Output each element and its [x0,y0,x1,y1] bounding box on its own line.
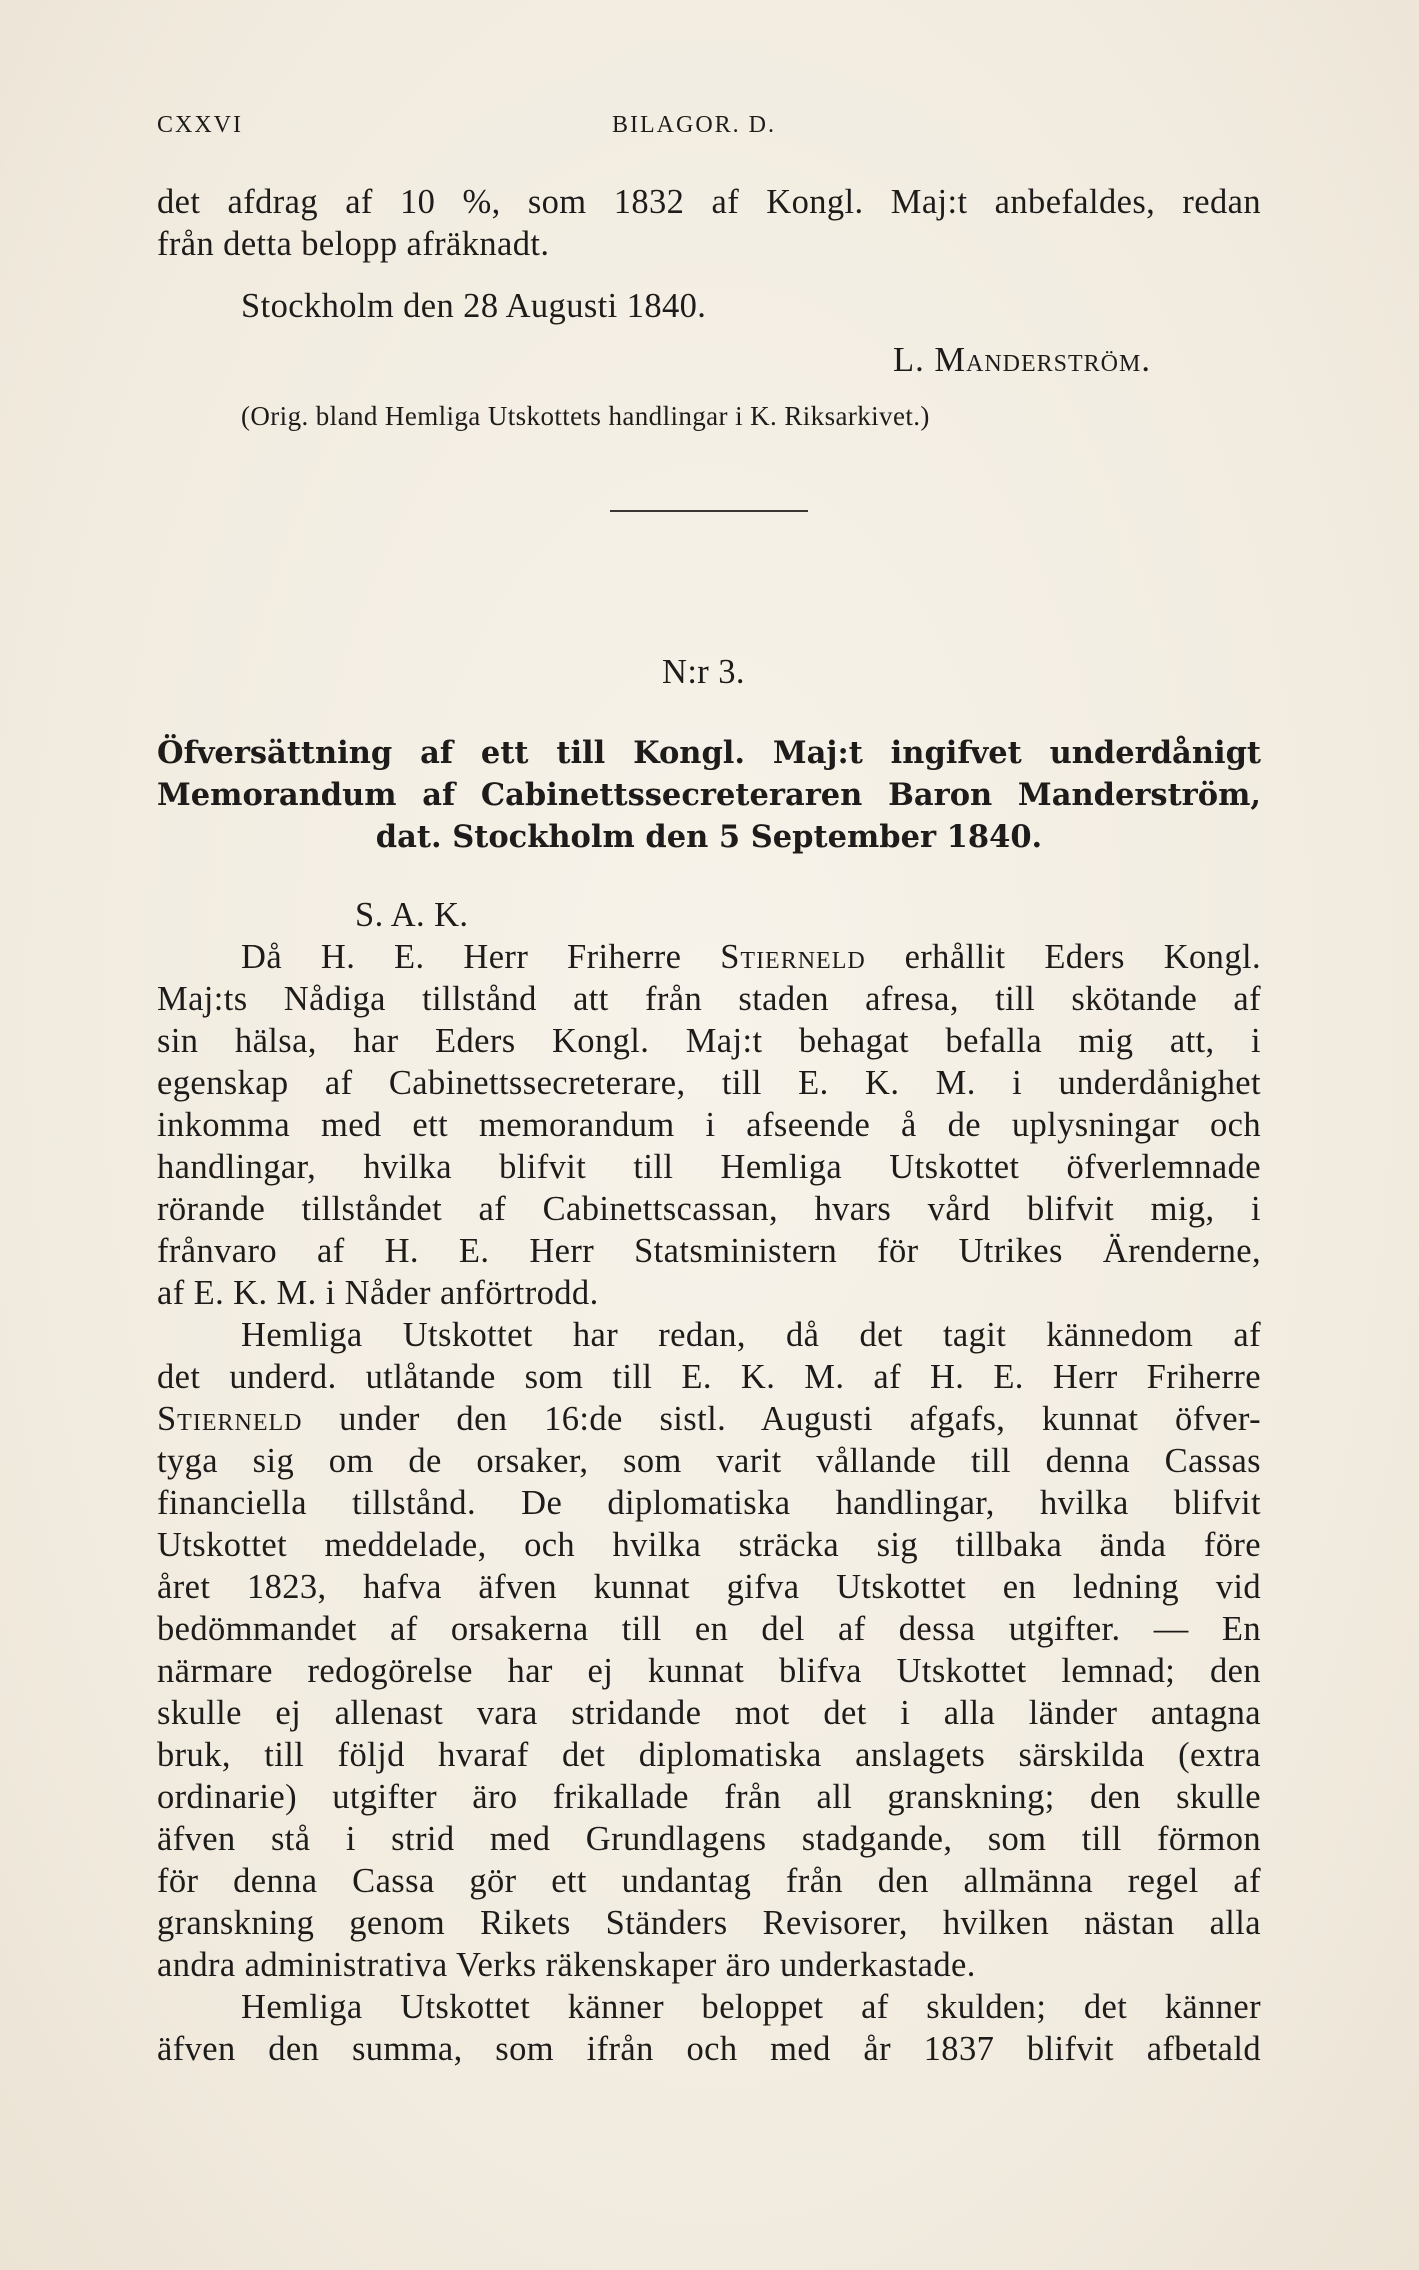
document-title-line: Öfversättning af ett till Kongl. Maj:t ingifvet underdånigt [157,735,1261,771]
text-line: frånvaro af H. E. Herr Statsministern för Utrikes Ärenderne, [157,1232,1261,1270]
document-number: N:r 3. [662,653,745,691]
section-divider [610,510,808,512]
text-line: äfven den summa, som ifrån och med år 1837 blifvit afbetald [157,2030,1261,2068]
text-line: handlingar, hvilka blifvit till Hemliga Utskottet öfverlemnade [157,1148,1261,1186]
text-line: Utskottet meddelade, och hvilka sträcka sig tillbaka ända före [157,1526,1261,1564]
document-title-line: Memorandum af Cabinettssecreteraren Baron Manderström, [157,777,1261,813]
text-line: Stierneld under den 16:de sistl. Augusti afgafs, kunnat öfver- [157,1400,1261,1438]
text-line: Då H. E. Herr Friherre Stierneld erhållit Eders Kongl. [241,938,1261,976]
text-line: från detta belopp afräknadt. [157,225,550,263]
text-line: skulle ej allenast vara stridande mot det i alla länder antagna [157,1694,1261,1732]
text-line: Hemliga Utskottet har redan, då det tagit kännedom af [241,1316,1261,1354]
signature: L. Manderström. [893,341,1151,379]
text-line: af E. K. M. i Nåder anförtrodd. [157,1274,599,1312]
text-line: året 1823, hafva äfven kunnat gifva Utskottet en ledning vid [157,1568,1261,1606]
running-title: BILAGOR. D. [612,112,776,138]
text-line: rörande tillståndet af Cabinettscassan, hvars vård blifvit mig, i [157,1190,1261,1228]
text-line: bedömmandet af orsakerna till en del af dessa utgifter. — En [157,1610,1261,1648]
text-line: ordinarie) utgifter äro frikallade från all granskning; den skulle [157,1778,1261,1816]
text-line: Maj:ts Nådiga tillstånd att från staden afresa, till skötande af [157,980,1261,1018]
text-line: närmare redogörelse har ej kunnat blifva Utskottet lemnad; den [157,1652,1261,1690]
source-note: (Orig. bland Hemliga Utskottets handlingar i K. Riksarkivet.) [241,401,930,431]
text-line: det underd. utlåtande som till E. K. M. af H. E. Herr Friherre [157,1358,1261,1396]
text-line: financiella tillstånd. De diplomatiska handlingar, hvilka blifvit [157,1484,1261,1522]
text-line: egenskap af Cabinettssecreterare, till E. K. M. i underdånighet [157,1064,1261,1102]
text-line: inkomma med ett memorandum i afseende å de uplysningar och [157,1106,1261,1144]
text-line: Hemliga Utskottet känner beloppet af skulden; det känner [241,1988,1261,2026]
text-line: tyga sig om de orsaker, som varit vållande till denna Cassas [157,1442,1261,1480]
text-line: det afdrag af 10 %, som 1832 af Kongl. Maj:t anbefaldes, redan [157,183,1261,221]
text-line: sin hälsa, har Eders Kongl. Maj:t behagat befalla mig att, i [157,1022,1261,1060]
salutation: S. A. K. [355,896,469,934]
text-line: bruk, till följd hvaraf det diplomatiska anslagets särskilda (extra [157,1736,1261,1774]
name-stierneld: Stierneld [157,1400,303,1438]
text-line: äfven stå i strid med Grundlagens stadgande, som till förmon [157,1820,1261,1858]
text-line: granskning genom Rikets Ständers Revisorer, hvilken nästan alla [157,1904,1261,1942]
page-folio: CXXVI [157,112,243,138]
name-stierneld: Stierneld [720,938,866,976]
place-date: Stockholm den 28 Augusti 1840. [241,287,707,325]
running-header [157,112,1257,152]
text-line: andra administrativa Verks räkenskaper äro underkastade. [157,1946,976,1984]
text-line: för denna Cassa gör ett undantag från den allmänna regel af [157,1862,1261,1900]
document-title-line: dat. Stockholm den 5 September 1840. [375,819,1043,855]
